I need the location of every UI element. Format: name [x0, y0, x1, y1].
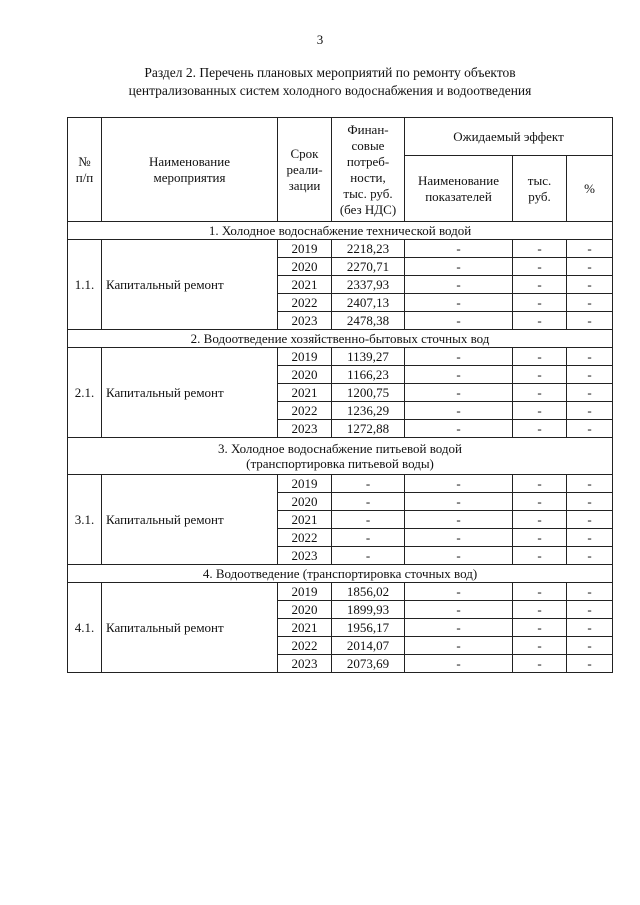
rub-cell: - — [513, 312, 567, 330]
percent-cell: - — [567, 240, 613, 258]
rub-cell: - — [513, 529, 567, 547]
heading-line-1: Раздел 2. Перечень плановых мероприятий по ремонту объектов — [144, 65, 516, 80]
indicator-cell: - — [405, 258, 513, 276]
percent-cell: - — [567, 402, 613, 420]
indicator-cell: - — [405, 655, 513, 673]
finance-cell: 1166,23 — [332, 366, 405, 384]
header-num: № п/п — [68, 118, 102, 222]
indicator-cell: - — [405, 294, 513, 312]
year-cell: 2020 — [278, 366, 332, 384]
finance-cell: 2014,07 — [332, 637, 405, 655]
year-cell: 2023 — [278, 420, 332, 438]
finance-cell: 1899,93 — [332, 601, 405, 619]
rub-cell: - — [513, 475, 567, 493]
percent-cell: - — [567, 601, 613, 619]
percent-cell: - — [567, 276, 613, 294]
item-name: Капитальный ремонт — [102, 475, 278, 565]
percent-cell: - — [567, 511, 613, 529]
year-cell: 2021 — [278, 619, 332, 637]
indicator-cell: - — [405, 402, 513, 420]
indicator-cell: - — [405, 619, 513, 637]
finance-cell: 2337,93 — [332, 276, 405, 294]
percent-cell: - — [567, 312, 613, 330]
percent-cell: - — [567, 348, 613, 366]
finance-cell: - — [332, 475, 405, 493]
year-cell: 2019 — [278, 240, 332, 258]
year-cell: 2023 — [278, 547, 332, 565]
page-number: 3 — [316, 32, 324, 47]
header-finance: Финан- совые потреб- ности, тыс. руб. (без НДС) — [332, 118, 405, 222]
indicator-cell: - — [405, 475, 513, 493]
table-row — [68, 240, 613, 258]
rub-cell: - — [513, 240, 567, 258]
percent-cell: - — [567, 384, 613, 402]
item-name: Капитальный ремонт — [102, 583, 278, 673]
rub-cell: - — [513, 547, 567, 565]
year-cell: 2019 — [278, 475, 332, 493]
section-title — [68, 565, 613, 583]
year-cell: 2019 — [278, 348, 332, 366]
section-title-line: (транспортировка питьевой воды) — [246, 456, 434, 471]
year-cell: 2021 — [278, 511, 332, 529]
indicator-cell: - — [405, 493, 513, 511]
finance-cell: - — [332, 547, 405, 565]
rub-cell: - — [513, 420, 567, 438]
item-number: 2.1. — [68, 348, 102, 438]
year-cell: 2022 — [278, 529, 332, 547]
indicator-cell: - — [405, 601, 513, 619]
percent-cell: - — [567, 258, 613, 276]
item-number: 3.1. — [68, 475, 102, 565]
percent-cell: - — [567, 619, 613, 637]
item-number: 4.1. — [68, 583, 102, 673]
header-effect: Ожидаемый эффект — [405, 118, 613, 156]
year-cell: 2020 — [278, 493, 332, 511]
indicator-cell: - — [405, 583, 513, 601]
item-name: Капитальный ремонт — [102, 348, 278, 438]
rub-cell: - — [513, 637, 567, 655]
indicator-cell: - — [405, 348, 513, 366]
finance-cell: 1856,02 — [332, 583, 405, 601]
heading-line-2: централизованных систем холодного водоснабжения и водоотведения — [128, 83, 532, 98]
section-title — [68, 330, 613, 348]
year-cell: 2020 — [278, 601, 332, 619]
rub-cell: - — [513, 601, 567, 619]
finance-cell: 2270,71 — [332, 258, 405, 276]
item-name: Капитальный ремонт — [102, 240, 278, 330]
indicator-cell: - — [405, 637, 513, 655]
year-cell: 2022 — [278, 402, 332, 420]
table-row — [68, 475, 613, 493]
percent-cell: - — [567, 529, 613, 547]
finance-cell: 1236,29 — [332, 402, 405, 420]
finance-cell: - — [332, 493, 405, 511]
section-title — [68, 222, 613, 240]
rub-cell: - — [513, 493, 567, 511]
indicator-cell: - — [405, 366, 513, 384]
percent-cell: - — [567, 420, 613, 438]
percent-cell: - — [567, 475, 613, 493]
header-indicator: Наименование показателей — [405, 156, 513, 222]
percent-cell: - — [567, 637, 613, 655]
percent-cell: - — [567, 655, 613, 673]
table-row — [68, 348, 613, 366]
header-term: Срок реали- зации — [278, 118, 332, 222]
finance-cell: 2218,23 — [332, 240, 405, 258]
year-cell: 2022 — [278, 637, 332, 655]
year-cell: 2022 — [278, 294, 332, 312]
header-percent: % — [567, 156, 613, 222]
percent-cell: - — [567, 294, 613, 312]
year-cell: 2023 — [278, 655, 332, 673]
percent-cell: - — [567, 493, 613, 511]
indicator-cell: - — [405, 312, 513, 330]
finance-cell: 2407,13 — [332, 294, 405, 312]
indicator-cell: - — [405, 276, 513, 294]
rub-cell: - — [513, 366, 567, 384]
finance-cell: 2478,38 — [332, 312, 405, 330]
finance-cell: 1272,88 — [332, 420, 405, 438]
year-cell: 2019 — [278, 583, 332, 601]
finance-cell: 1956,17 — [332, 619, 405, 637]
percent-cell: - — [567, 366, 613, 384]
finance-cell: 1200,75 — [332, 384, 405, 402]
plan-table — [67, 117, 613, 673]
rub-cell: - — [513, 619, 567, 637]
finance-cell: 2073,69 — [332, 655, 405, 673]
indicator-cell: - — [405, 547, 513, 565]
rub-cell: - — [513, 276, 567, 294]
indicator-cell: - — [405, 240, 513, 258]
year-cell: 2021 — [278, 384, 332, 402]
rub-cell: - — [513, 583, 567, 601]
percent-cell: - — [567, 547, 613, 565]
header-rub: тыс. руб. — [513, 156, 567, 222]
indicator-cell: - — [405, 420, 513, 438]
section-heading — [60, 64, 600, 100]
section-title — [68, 438, 613, 475]
percent-cell: - — [567, 583, 613, 601]
rub-cell: - — [513, 511, 567, 529]
item-number: 1.1. — [68, 240, 102, 330]
rub-cell: - — [513, 384, 567, 402]
finance-cell: - — [332, 529, 405, 547]
section-title-line: 1. Холодное водоснабжение технической водой — [208, 223, 472, 238]
section-title-line: 3. Холодное водоснабжение питьевой водой — [218, 441, 462, 456]
year-cell: 2020 — [278, 258, 332, 276]
indicator-cell: - — [405, 384, 513, 402]
finance-cell: - — [332, 511, 405, 529]
indicator-cell: - — [405, 529, 513, 547]
section-title-line: 4. Водоотведение (транспортировка сточных вод) — [202, 566, 478, 581]
rub-cell: - — [513, 655, 567, 673]
table-row — [68, 583, 613, 601]
year-cell: 2023 — [278, 312, 332, 330]
finance-cell: 1139,27 — [332, 348, 405, 366]
rub-cell: - — [513, 402, 567, 420]
header-name: Наименование мероприятия — [102, 118, 278, 222]
rub-cell: - — [513, 294, 567, 312]
year-cell: 2021 — [278, 276, 332, 294]
rub-cell: - — [513, 258, 567, 276]
section-title-line: 2. Водоотведение хозяйственно-бытовых сточных вод — [190, 331, 490, 346]
indicator-cell: - — [405, 511, 513, 529]
rub-cell: - — [513, 348, 567, 366]
